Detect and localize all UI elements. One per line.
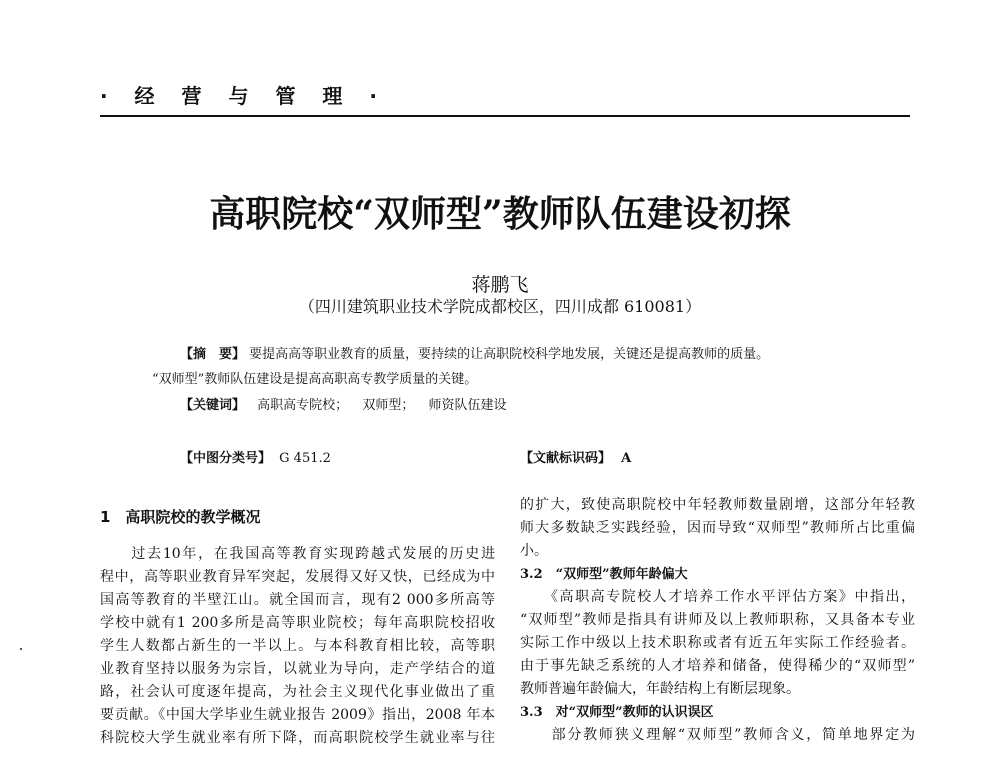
clc-label: 【中图分类号】: [180, 451, 272, 466]
text-line: 业教育坚持以服务为宗旨，以就业为导向，走产学结合的道: [100, 661, 495, 677]
keyword: 师资队伍建设: [428, 398, 507, 413]
text-line: 学校中就有1 200多所是高等职业院校；每年高职院校招收: [100, 615, 495, 631]
text-line: 路，社会认可度逐年提高，为社会主义现代化事业做出了重: [100, 684, 495, 700]
section-heading: 1 高职院校的教学概况: [100, 508, 261, 526]
text-line: 程中，高等职业教育异军突起，发展得又好又快，已经成为中: [100, 569, 495, 585]
text-line: 师大多数缺乏实践经验，因而导致“双师型”教师所占比重偏: [520, 520, 915, 536]
subsection-heading: 3.3 对“双师型”教师的认识误区: [520, 705, 714, 720]
keyword: 高职高专院校；: [257, 398, 349, 413]
text-line: 部分教师狭义理解“双师型”教师含义，简单地界定为: [520, 727, 915, 743]
text-line: 由于事先缺乏系统的人才培养和储备，使得稀少的“双师型”: [520, 658, 915, 674]
author-affiliation: （四川建筑职业技术学院成都校区，四川成都 610081）: [298, 297, 702, 316]
text-line: 的扩大，致使高职院校中年轻教师数量剧增，这部分年轻教: [520, 497, 915, 513]
column-label: · 经 营 与 管 理 ·: [100, 84, 387, 108]
article-title: 高职院校“双师型”教师队伍建设初探: [209, 193, 791, 235]
text-line: 《高职高专院校人才培养工作水平评估方案》中指出，: [520, 589, 915, 605]
abstract-text-1: 要提高高等职业教育的质量，要持续的让高职院校科学地发展，关键还是提高教师的质量。: [249, 347, 770, 362]
doc-code-label: 【文献标识码】: [520, 451, 612, 466]
keywords-line: [180, 396, 506, 415]
left-column-body: [100, 543, 495, 750]
keyword: 双师型；: [362, 398, 415, 413]
doc-code-value: A: [621, 451, 632, 466]
abstract-line-2: “双师型”教师队伍建设是提高高职高专教学质量的关键。: [152, 372, 478, 387]
right-column-body: [520, 494, 915, 747]
scan-speck: [20, 648, 22, 650]
text-line: 小。: [520, 543, 548, 559]
header-rule: [100, 115, 910, 117]
text-line: 教师普遍年龄偏大，年龄结构上有断层现象。: [520, 681, 800, 697]
doc-code-line: [520, 449, 631, 468]
text-line: 过去10年，在我国高等教育实现跨越式发展的历史进: [100, 546, 495, 562]
text-line: 国高等教育的半壁江山。就全国而言，现有2 000多所高等: [100, 592, 495, 608]
text-line: 学生人数都占新生的一半以上。与本科教育相比较，高等职: [100, 638, 495, 654]
text-line: 要贡献。《中国大学毕业生就业报告 2009》指出，2008 年本: [100, 707, 495, 723]
abstract-label: 【摘 要】: [180, 347, 246, 362]
keywords-label: 【关键词】: [180, 398, 246, 413]
text-line: 实际工作中级以上技术职称或者有近五年实际工作经验者。: [520, 635, 915, 651]
clc-line: [180, 449, 331, 468]
subsection-heading: 3.2 “双师型”教师年龄偏大: [520, 567, 688, 582]
abstract-line-1: [180, 345, 769, 364]
text-line: “双师型”教师是指具有讲师及以上教师职称，又具备本专业: [520, 612, 915, 628]
text-line: 科院校大学生就业率有所下降，而高职院校学生就业率与往: [100, 730, 495, 746]
author-name: 蒋鹏飞: [471, 274, 529, 296]
clc-value: G 451.2: [279, 451, 331, 466]
